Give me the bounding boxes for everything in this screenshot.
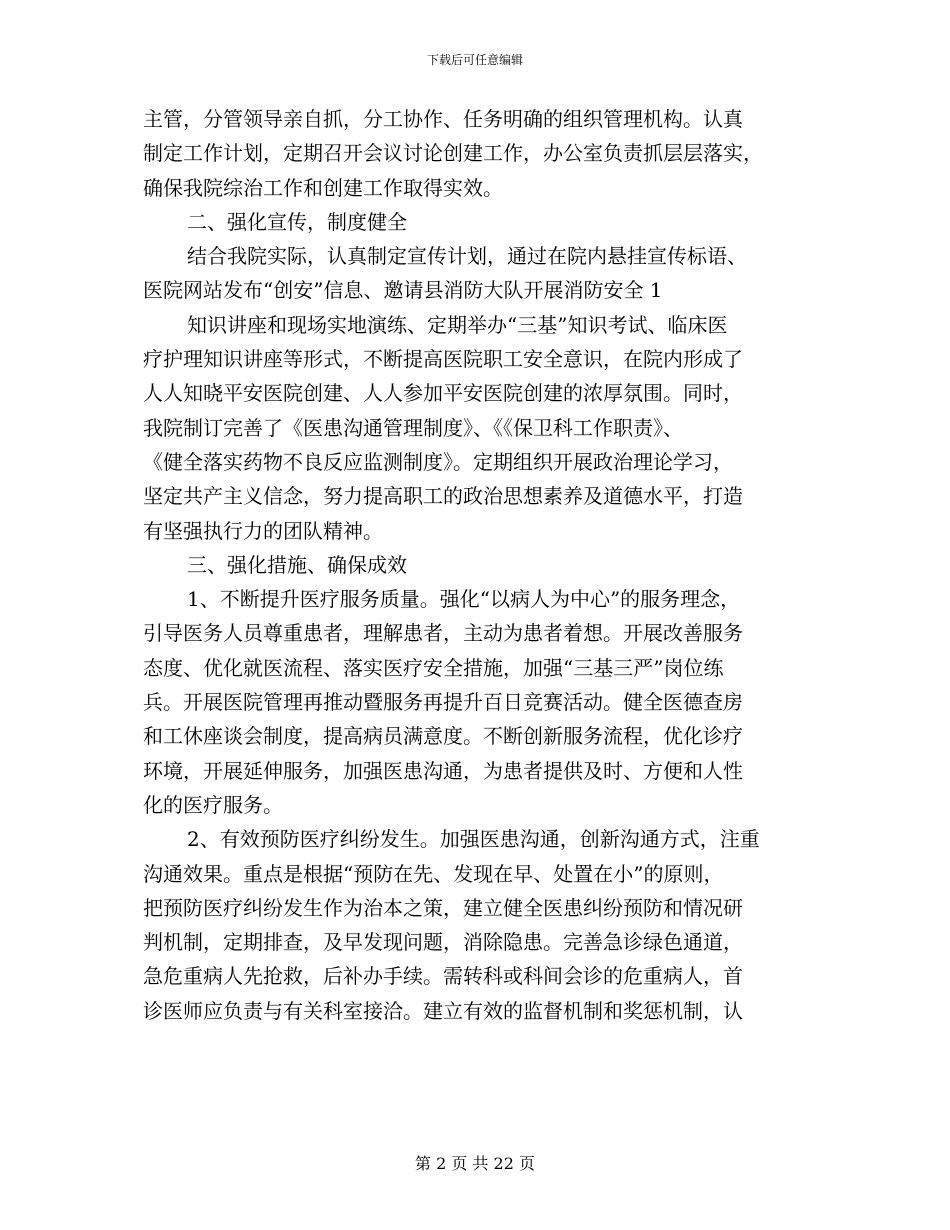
text-line: 我院制订完善了《医患沟通管理制度》、《《保卫科工作职责》、 [143, 415, 683, 440]
text-line: 1、不断提升医疗服务质量。强化“以病人为中心”的服务理念， [187, 587, 741, 612]
page-header: 下载后可任意编辑 [426, 53, 523, 67]
text-line: 《健全落实药物不良反应监测制度》。定期组织开展政治理论学习， [143, 449, 733, 474]
text-line: 诊医师应负责与有关科室接洽。建立有效的监督机制和奖惩机制，认 [143, 998, 743, 1023]
text-line: 环境，开展延伸服务，加强医患沟通，为患者提供及时、方便和人性 [143, 758, 743, 783]
text-line: 三、强化措施、确保成效 [187, 552, 407, 577]
text-line: 态度、优化就医流程、落实医疗安全措施，加强“三基三严”岗位练 [143, 655, 724, 680]
text-line: 有坚强执行力的团队精神。 [143, 518, 383, 543]
text-line: 疗护理知识讲座等形式，不断提高医院职工安全意识，在院内形成了 [143, 347, 743, 372]
text-line: 人人知晓平安医院创建、人人参加平安医院创建的浓厚氛围。同时， [143, 381, 743, 406]
text-line: 沟通效果。重点是根据“预防在先、发现在早、处置在小”的原则， [143, 861, 724, 886]
text-line: 知识讲座和现场实地演练、定期举办“三基”知识考试、临床医 [187, 312, 728, 337]
text-line: 化的医疗服务。 [143, 792, 283, 817]
text-line: 急危重病人先抢救，后补办手续。需转科或科间会诊的危重病人，首 [143, 964, 743, 989]
text-line: 结合我院实际，认真制定宣传计划，通过在院内悬挂宣传标语、 [187, 244, 747, 269]
text-line: 判机制，定期排查，及早发现问题，消除隐患。完善急诊绿色通道， [143, 930, 743, 955]
text-line: 兵。开展医院管理再推动暨服务再提升百日竞赛活动。健全医德查房 [143, 690, 743, 715]
page-footer: 第 2 页 共 22 页 [415, 1154, 535, 1173]
text-line: 主管，分管领导亲自抓，分工协作、任务明确的组织管理机构。认真 [143, 107, 743, 131]
text-line: 制定工作计划，定期召开会议讨论创建工作，办公室负责抓层层落实， [143, 141, 763, 166]
document-body [143, 102, 823, 1028]
text-line: 把预防医疗纠纷发生作为治本之策，建立健全医患纠纷预防和情况研 [143, 895, 743, 920]
text-line: 坚定共产主义信念，努力提高职工的政治思想素养及道德水平，打造 [143, 484, 743, 509]
text-line: 医院网站发布“创安”信息、邀请县消防大队开展消防安全 1 [143, 278, 663, 303]
text-line: 和工休座谈会制度，提高病员满意度。不断创新服务流程，优化诊疗 [143, 724, 743, 749]
text-line: 引导医务人员尊重患者，理解患者，主动为患者着想。开展改善服务 [143, 621, 743, 646]
text-line: 二、强化宣传，制度健全 [187, 209, 407, 234]
text-line: 确保我院综治工作和创建工作取得实效。 [143, 175, 503, 200]
text-line: 2、有效预防医疗纠纷发生。加强医患沟通，创新沟通方式，注重 [187, 827, 760, 852]
